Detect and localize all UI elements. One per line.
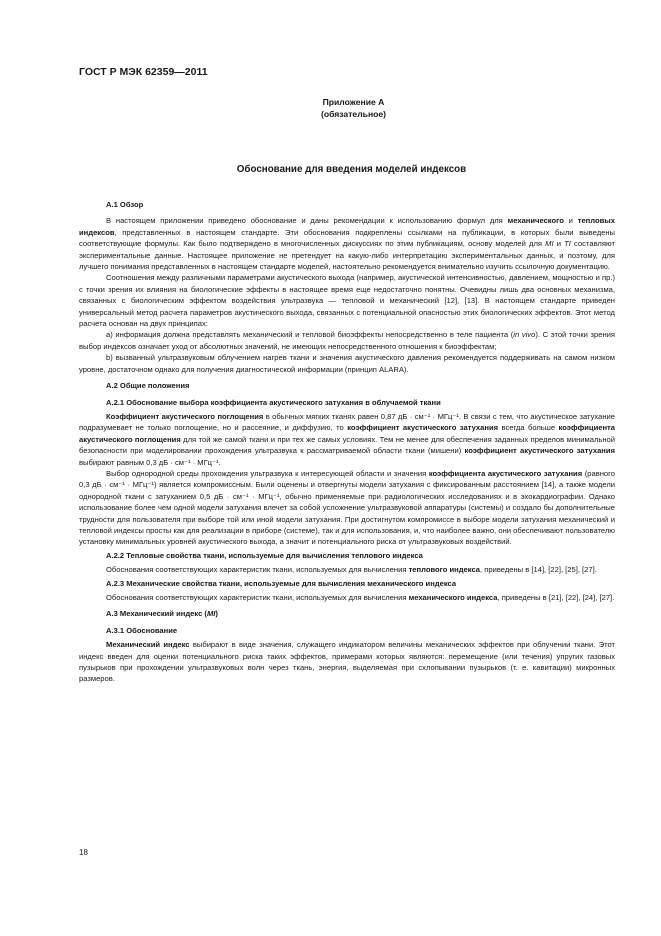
subsection-heading-a21: А.2.1 Обоснование выбора коэффициента акустического затухания в облучаемой ткани <box>106 397 441 407</box>
paragraph: В настоящем приложении приведено обоснование и даны рекомендации к использованию формул для механического и тепловых индексов, представленных в настоящем стандарте. Эти обоснования подкреплены ссылками на публикации, в которых были выведены соответствующие формулы. Как было подтверждено в многочисленных дискуссиях по этим публикациям, основу моделей для MI и TI составляют экспериментальные данные. Настоящее приложение не претендует на какую-либо интерпретацию экспериментальных данных, и поэтому, для лучшего понимания представленных в настоящем стандарте моделей, настоятельно рекомендуется внимательно изучить ссылочную документацию. <box>79 216 615 272</box>
paragraph: Механический индекс выбирают в виде значения, служащего индикатором величины механических эффектов при облучении ткани. Этот индекс введен для оценки потенциального риска таких эффектов, примерами которых являются: перемещение (или течения) упругих газовых пузырьков при прохождении ультразвуковых волн через ткань, энергия, выделяемая при схлопывании пузырьков (т. е. кавитации) микронных размеров. <box>79 640 616 684</box>
section-heading-a1: А.1 Обзор <box>106 200 144 209</box>
list-item: b) вызванный ультразвуковым облучением нагрев ткани и значения акустического давления рекомендуется поддерживать на самом низком уровне, достаточном однако для получения диагностической информации (принцип ALARA). <box>79 353 615 374</box>
paragraph: Обоснования соответствующих характеристик ткани, используемых для вычисления теплового индекса, приведены в [14], [22], [25], [27]. <box>106 565 597 575</box>
paragraph: Выбор однородной среды прохождения ультразвука к интересующей области и значения коэффициента акустического затухания (равного 0,3 дБ · см⁻¹ · МГц⁻¹) является компромиссным. Были оценены и отвергнуты модели затухания с фиксированным расстоянием [14], а также модели однородной ткани с затуханием 0,5 дБ · см⁻¹ · МГц⁻¹, обычно применяемые при радиологических исследованиях и в эхокардиографии. Однако использование более чем одной модели затухания влечет за собой усложнение ультразвуковой аппаратуры (системы) и создало бы дополнительные трудности для пользователя при выборе той или иной модели затухания. При достигнутом компромиссе в выборе модели затухания механический и тепловой индексы просты как для реализации в приборе (системе), так и для использования, и, что наиболее важно, они обеспечивают пользователю установку минимальных уровней акустического выхода, а значит и потенциального риска от ультразвуковых воздействий. <box>79 468 615 547</box>
section-heading-a2: А.2 Общие положения <box>106 381 190 391</box>
subsection-heading-a23: А.2.3 Механические свойства ткани, используемые для вычисления механического индекса <box>106 578 457 588</box>
subsection-heading-a31: А.3.1 Обоснование <box>106 625 178 635</box>
appendix-label-block <box>0 96 661 120</box>
list-item: a) информация должна представлять механический и тепловой биоэффекты непосредственно в теле пациента (in vivo). С этой точки зрения выбор индексов означает уход от абсолютных значений, не имеющих непосредственного отношения к биоэффектам; <box>79 330 616 351</box>
appendix-title: Обоснование для введения моделей индексов <box>236 164 467 175</box>
subsection-heading-a22: А.2.2 Тепловые свойства ткани, используемые для вычисления теплового индекса <box>106 550 423 560</box>
page-number: 18 <box>79 848 88 857</box>
appendix-status: (обязательное) <box>320 109 387 119</box>
paragraph: Коэффициент акустического поглощения в обычных мягких тканях равен 0,87 дБ · см⁻¹ · МГц⁻¹. В связи с тем, что акустическое затухание подразумевает не только поглощение, но и рассеяние, и диффузию, то коэффициент акустического затухания всегда больше коэффициента акустического поглощения для той же самой ткани и при тех же самых условиях. Тем не менее для обеспечения заданных пределов минимальной безопасности при моделировании прохождения ультразвука к рассматриваемой области ткани (мишени) коэффициент акустического затухания выбирают равным 0,3 дБ · см⁻¹ · МГц⁻¹. <box>79 411 615 467</box>
document-body <box>79 194 615 685</box>
paragraph: Соотношения между различными параметрами акустического выхода (например, акустической интенсивностью, давлением, мощностью и пр.) с точки зрения их влияния на биологические эффекты в настоящее время еще недостаточно понятны. Очевидны лишь два основных механизма, связанных с биологическим эффектом воздействия ультразвука — тепловой и механический [12], [13]. В настоящем стандарте приведен универсальный метод расчета параметров акустического выхода, связанных с потенциальной опасностью этих биологических эффектов. Этот метод расчета основан на двух принципах: <box>79 273 615 329</box>
paragraph: Обоснования соответствующих характеристик ткани, используемых для вычисления механического индекса, приведены в [21], [22], [24], [27]. <box>106 593 615 602</box>
appendix-label: Приложение А <box>322 97 385 107</box>
document-header: ГОСТ Р МЭК 62359—2011 <box>79 66 208 78</box>
section-heading-a3: А.3 Механический индекс (MI) <box>106 609 218 619</box>
